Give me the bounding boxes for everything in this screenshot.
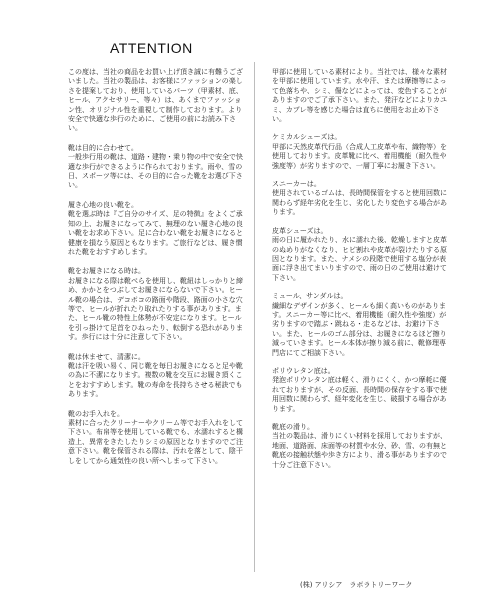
section-rest-clean [68,353,246,400]
section-body: 使用されているゴムは、長時間保管をすると使用回数に関わらず経年劣化を生じ、劣化したり変色する場合があります。 [272,189,447,217]
section-body: 一般歩行用の靴は、道路・建物・乗り物の中で安全で快適な歩行ができるように作られております。雨や、雪の日、スポーツ等には、その目的に合った靴をお選び下さい。 [68,153,243,190]
section-heading: スニーカーは。 [272,180,321,189]
section-body: 靴は汗を吸い易く、同じ靴を毎日お履きになると足や靴の為に不潔になります。複数の靴を交互にお履き頂くことをおすすめします。靴の寿命を長持ちさせる秘訣でもあります。 [68,361,243,399]
section-polyurethane-sole [272,367,452,414]
section-purpose [68,144,246,191]
intro-paragraph: この度は、当社の商品をお買い上げ頂き誠に有難うございました。当社の製品は、お客様にファッションの楽しさを提案しており、使用しているパーツ（甲素材、底、ヒール、アクセサリー、等々）は、あくまでファッション性、オリジナル性を重視して制作しております。より安全で快適な歩行のために、ご使用の前にお読み下さい。 [68,68,243,133]
section-heading: 靴は目的に合わせて。 [68,143,138,152]
section-body: 甲部に天然皮革代行品（合成人工皮革や布、織物等）を使用しております。皮革靴に比べ、着用機能（耐久性や強度等）が劣りますので、一層丁寧にお履き下さい。 [272,142,447,170]
section-comfort [68,201,246,257]
section-sole-slip [272,423,452,470]
section-wearing [68,267,246,342]
section-body: 繊細なデザインが多く、ヒールも細く高いものがあります。スニーカー等に比べ、着用機能（耐久性や強度）が劣りますので踏ぶ・跳ねる・走るなどは、お避け下さい。また、ヒールのゴム部分は、お履きになるほど擦り減っていきます。ヒール本体が擦り減る前に、靴修理専門店にてご相談下さい。 [272,301,447,357]
right-column [272,68,452,479]
section-heading: 履き心地の良い靴を。 [68,200,138,209]
company-footer: (株) アリシア ラボラトリーワーク [300,581,413,589]
section-heading: 靴底の滑り。 [272,423,314,431]
section-chemical-shoes [272,133,452,171]
section-leather-shoes [272,227,452,283]
section-upper-material [272,68,452,124]
left-column [68,68,246,476]
section-heading: ケミカルシューズは。 [272,133,342,142]
section-heading: 皮革シューズは。 [272,226,328,235]
section-mules-sandals [272,292,452,358]
column-divider [254,62,255,572]
section-heading: 靴は休ませて、清潔に。 [68,352,145,361]
section-body: 靴を選ぶ時は『ご自分のサイズ、足の特徴』をよくご承知の上、お履きになってみて、無理のない履き心地の良い靴をお求め下さい。足に合わない靴をお履きになると健康を損なう原因ともなります。ご旅行などは、履き慣れた靴をおすすめします。 [68,210,243,256]
section-body: 雨の日に履かれたり、水に濡れた後、乾燥しますと皮革のぬめりがなくなり、ヒビ割れや皮革が裂けたりする原因となります。また、ナメシの段階で使用する塩分が表面に浮き出てまいりますので、雨の日のご使用は避けて下さい。 [272,236,447,282]
section-heading: ポリウレタン底は。 [272,366,335,375]
page-title: ATTENTION [110,40,193,56]
section-body: 発泡ポリウレタン底は軽く、滑りにくく、かつ摩耗に優れておりますが、その反面、長時間の保存をする事で使用回数に関わらず、経年変化を生じ、破損する場合があります。 [272,376,447,413]
section-heading: ミュール、サンダルは。 [272,292,348,301]
section-sneakers [272,180,452,218]
section-body: 甲部に使用している素材により。当社では、様々な素材を甲部に使用しています。水や汗、または摩擦等によって色落ちや、シミ、傷などによっては、変色することがありますのでご了承下さい。また、発汗などによりカユミ、カブレ等を感じた場合は直ちに使用をお止め下さい。 [272,68,447,124]
section-body: 当社の製品は、滑りにくい材料を採用しておりますが、地面、道路面、床面等の材質や水分、砂、雪、の有無と靴底の接触状態や歩き方により、滑る事がありますので十分ご注意下さい。 [272,432,447,469]
section-heading: 靴をお履きになる時は。 [68,267,145,276]
section-heading: 靴のお手入れを。 [68,409,124,418]
section-body: お履きになる際は靴べらを使用し、靴紐はしっかりと締め、かかとをつぶしてお履きにならないで下さい。ヒール靴の場合は、デコボコの路面や階段、路面の小さな穴等で、ヒールが折れたり取れたりする事があります。また、ヒール靴の特性上体勢が不安定になります。ヒールを引っ掛けて足首をひねったり、転倒する恐れがあります。歩行には十分に注意して下さい。 [68,276,243,342]
section-care [68,410,246,466]
section-body: 素材に合ったクリーナーやクリーム等でお手入れをして下さい。布帛等を使用している靴でも、水濡れすると構造上、異常をきたしたりシミの原因となりますのでご注意下さい。靴を保管される際は、汚れを落として、陰干しをしてから通気性の良い所へしまって下さい。 [68,419,243,465]
